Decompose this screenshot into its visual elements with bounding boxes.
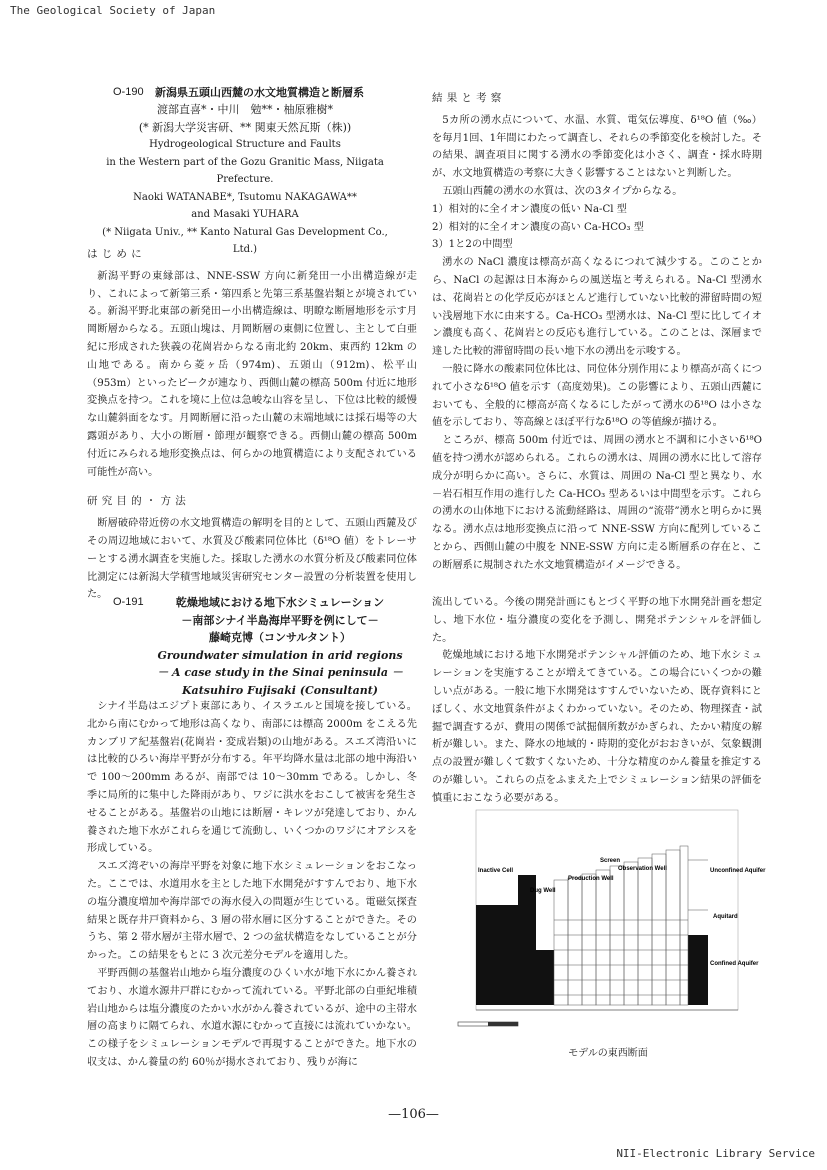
label-inactive-cell: Inactive Cell (478, 868, 514, 874)
article-190-left-column (87, 240, 417, 604)
inactive-cell-block-right (688, 935, 708, 1005)
article-191-left-column (87, 698, 417, 1072)
results-paragraph-1: 5カ所の湧水点について、水温、水質、電気伝導度、δ¹⁸O 値（‰）を毎月1回、1年間にわたって調査し、それらの季節変化を検討した。その結果、調査項目に関する湧水の季節変化は小さく、調査・採水時期が、水文地質構造の考察に大きく影響することはないと判断した。 (432, 114, 762, 180)
label-confined-aquifer: Confined Aquifer (710, 961, 759, 967)
article-id-191: O-191 (113, 596, 144, 608)
page-number: —106— (388, 1107, 439, 1122)
body-paragraph-1: シナイ半島はエジプト東部にあり、イスラエルと国境を接している。北から南にむかって地形は高くなり、南部には標高 2000m をこえる先カンブリア紀基盤岩(花崗岩・変成岩類)の山地がある。スエズ湾沿いには比較的ひろい海岸平野が分布する。年平均降水量は北部の地中海沿いで 100～200mm あるが、南部では 10～30mm である。しかし、冬季に局所的に集中した降雨があり、ワジに洪水をおこして被害を発生させることがある。基盤岩の山地には断層・キレツが発達しており、かん養された地下水がこれらを通じて流動し、いくつかのワジにオアシスを形成している。 (87, 701, 417, 855)
label-unconfined-aquifer: Unconfined Aquifer (710, 868, 766, 874)
body-paragraph-5: 乾燥地域における地下水開発ポテンシャル評価のため、地下水シミュレーションを実施することが増えてきている。この場合にいくつかの難しい点がある。一般に地下水開発はすすんでいないため、既存資料にとぼしく、水文地質条件がよくわかっていない。そのため、物理探査・試掘で調査するが、費用の関係で試掘個所数がかぎられ、たかい精度の解析が難しい。また、降水の地域的・時期的変化がおおきいが、気象観測点の設置が難しくて数すくないため、十分な精度のかん養量を推定するのが難しい。これらの点をふまえた上でシミュレーション結果の評価を慎重におこなう必要がある。 (432, 650, 762, 804)
title-en-2: in the Western part of the Gozu Granitic Mass, Niigata Prefecture. (106, 156, 384, 185)
title-en-1: Groundwater simulation in arid regions (157, 648, 403, 662)
title-en-2: － A case study in the Sinai peninsula － (157, 666, 403, 679)
inactive-cell-block-3 (536, 950, 554, 1005)
intro-paragraph: 新潟平野の東縁部は、NNE-SSW 方向に新発田一小出構造線が走り、これによって新第三系・第四系と先第三系基盤岩類とが境されている。新潟平野北東部の新発田ー小出構造線は、明瞭な断層地形を示す月岡断層からなる。五頭山塊は、月岡断層の東側に位置し、主として白亜紀に形成された狭義の花崗岩からなる南北約 20km、東西約 12km の山地である。南から菱ヶ岳（974m)、五頭山（912m)、松平山（953m）といったピークが連なり、西側山麓の標高 500m 付近に地形変換点を持つ。これを境に上位は急峻な山容を呈し、下位は比較的緩慢な山麓斜面をなす。月岡断層に沿った山麓の末端地域には採石場等の大露頭があり、大小の断層・節理が観察できる。西側山麓の標高 500m 付近にみられる地形変換点は、何らかの地質構造により支配されている可能性が高い。 (87, 270, 417, 478)
inactive-cell-block-2 (518, 875, 536, 1005)
results-list-item-3: 3）1と2の中間型 (432, 239, 513, 251)
article-190-authors (100, 101, 390, 259)
scale-bar-fill (488, 1022, 518, 1026)
model-cross-section-figure (458, 800, 766, 1040)
label-production-well: Production Well (568, 876, 614, 882)
results-paragraph-4: 一般に降水の酸素同位体比は、同位体分別作用により標高が高くにつれて小さなδ¹⁸O 値を示す（高度効果)。この影響により、五頭山西麓においても、全般的に標高が高くなるにしたがって湧水のδ¹⁸O は小さな値を示しており、等高線とほぼ平行なδ¹⁸O の等値線が描ける。 (432, 363, 762, 429)
authors-en-2: and Masaki YUHARA (191, 209, 299, 220)
method-paragraph: 断層破砕帯近傍の水文地質構造の解明を目的として、五頭山西麓及びその周辺地域において、水質及び酸素同位体比（δ¹⁸O 値）をトレーサーとする湧水調査を実施した。採取した湧水の水質分析及び酸素同位体比測定には新潟大学積雪地域災害研究センター設置の分析装置を使用した。 (87, 518, 417, 601)
section-heading-method: 研究目的・方法 (87, 495, 190, 508)
affil-ja: (* 新潟大学災害研、** 関東天然瓦斯（株)) (138, 120, 352, 134)
article-id-190: O-190 (113, 86, 144, 98)
article-190-title (155, 84, 405, 102)
label-aquitard: Aquitard (713, 914, 738, 920)
authors-en-1: Naoki WATANABE*, Tsutomu NAKAGAWA** (133, 191, 357, 203)
results-paragraph-2: 五頭山西麓の湧水の水質は、次の3タイプからなる。 (442, 185, 683, 197)
title-ja-1: 乾燥地域における地下水シミュレーション (175, 596, 385, 609)
author-en: Katsuhiro Fujisaki (Consultant) (182, 683, 378, 697)
figure-caption: モデルの東西断面 (568, 1048, 648, 1059)
title-ja-2: －南部シナイ半島海岸平野を例にして－ (181, 613, 379, 627)
results-list-item-1: 1）相対的に全イオン濃度の低い Na-Cl 型 (432, 203, 627, 215)
author-ja: 藤崎克博（コンサルタント） (208, 631, 351, 644)
section-heading-intro: はじめに (87, 248, 146, 260)
title-ja: 新潟県五頭山西麓の水文地質構造と断層系 (155, 86, 364, 99)
body-paragraph-2: スエズ湾ぞいの海岸平野を対象に地下水シミュレーションをおこなった。ここでは、水道用水を主とした地下水開発がすすんでおり、地下水の塩分濃度増加や海岸部での海水侵入の問題が生じている。電磁気探査結果と既存井戸資料から、3 層の帯水層に区分することができた。そのうち、第 2 帯水層が主帯水層で、2 つの盆状構造をなしていることが分かった。この結果をもとに 3 次元差分モデルを適用した。 (87, 861, 417, 962)
title-en-1: Hydrogeological Structure and Faults (149, 139, 341, 150)
affil-en: (* Niigata Univ., ** Kanto Natural Gas Development Co., Ltd.) (102, 226, 388, 255)
label-screen: Screen (600, 858, 621, 864)
label-observation-well: Observation Well (618, 866, 667, 872)
article-191-right-column (432, 594, 762, 808)
inactive-cell-block-left (476, 905, 518, 1005)
library-footer: NII-Electronic Library Service (616, 1147, 815, 1160)
section-heading-results: 結果と考察 (432, 92, 506, 104)
body-paragraph-3: 平野西側の基盤岩山地から塩分濃度のひくい水が地下水にかん養されており、水道水源井戸群にむかって流れている。平野北部の白亜紀堆積岩山地からは塩分濃度のたかい水がかん養されているが、途中の主帯水層の高まりに隔てられ、水道水源にむかって直接には流れていかない。この様子をシミュレーションモデルで再現することができた。地下水の収支は、かん養量の約 60％が揚水されており、残りが海に (87, 967, 417, 1068)
article-190-right-column (432, 84, 762, 575)
label-dug-well: Dug Well (530, 888, 556, 894)
authors-ja: 渡部直喜*・中川 勉**・柚原雅樹* (157, 103, 333, 116)
article-191-title (155, 594, 405, 699)
journal-header: The Geological Society of Japan (10, 4, 216, 17)
results-list-item-2: 2）相対的に全イオン濃度の高い Ca-HCO₃ 型 (432, 221, 644, 233)
body-paragraph-4: 流出している。今後の開発計画にもとづく平野の地下水開発計画を想定し、地下水位・塩分濃度の変化を予測し、開発ポテンシャルを評価した。 (432, 597, 762, 644)
results-paragraph-3: 湧水の NaCl 濃度は標高が高くなるにつれて減少する。このことから、NaCl の起源は日本海からの風送塩と考えられる。Na-Cl 型湧水は、花崗岩との化学反応がほとんど進行していない比較的滞留時間の短い浅層地下水に由来する。Ca-HCO₃ 型湧水は、Na-Cl 型に比してイオン濃度も高く、花崗岩との反応も進行している。このことは、深層まで達した比較的滞留時間の長い地下水の湧出を示唆する。 (432, 257, 762, 358)
results-paragraph-5: ところが、標高 500m 付近では、周囲の湧水と不調和に小さいδ¹⁸O 値を持つ湧水が認められる。これらの湧水は、周囲の湧水に比して溶存成分が明らかに高い。さらに、水質は、周囲の Na-Cl 型と異なり、水－岩石相互作用の進行した Ca-HCO₃ 型あるいは中間型を示す。これらの湧水の山体地下における流動経路は、周囲の“流帯”湧水と明らかに異なる。湧水点は地形変換点に沿って NNE-SSW 方向に配列していることから、西側山麓の中腹を NNE-SSW 方向に走る断層系の存在と、この断層系に規制された水文地質構造がイメージできる。 (432, 435, 762, 571)
